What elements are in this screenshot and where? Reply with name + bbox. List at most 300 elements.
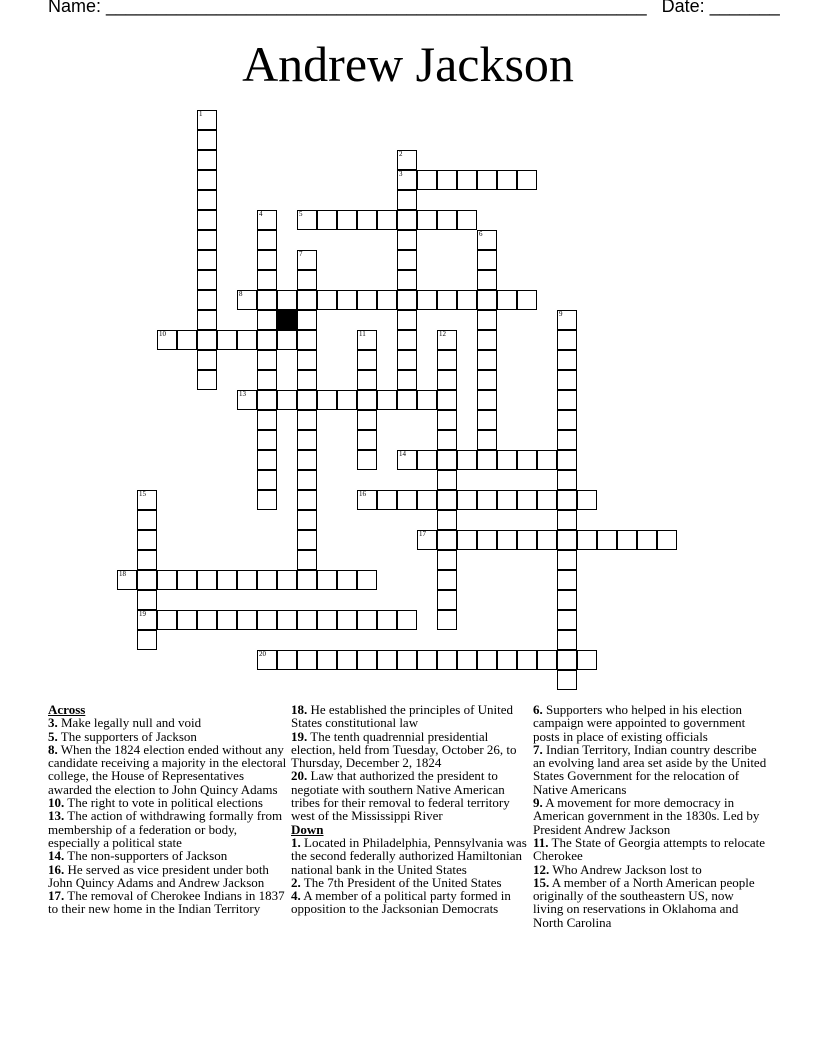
clue-number-label: 13. xyxy=(48,808,65,824)
grid-cell[interactable] xyxy=(297,270,317,290)
grid-cell[interactable] xyxy=(137,510,157,530)
clue-number-label: 8. xyxy=(48,741,58,757)
grid-cell[interactable] xyxy=(577,530,597,550)
grid-cell[interactable] xyxy=(397,490,417,510)
grid-cell[interactable] xyxy=(477,330,497,350)
grid-cell[interactable] xyxy=(437,290,457,310)
grid-cell[interactable] xyxy=(257,430,277,450)
grid-cell[interactable] xyxy=(277,610,297,630)
grid-cell[interactable] xyxy=(297,610,317,630)
grid-cell[interactable] xyxy=(437,650,457,670)
grid-cell[interactable] xyxy=(397,250,417,270)
grid-cell[interactable] xyxy=(557,490,577,510)
grid-cell[interactable] xyxy=(557,550,577,570)
clue-text: The non-supporters of Jackson xyxy=(64,848,228,864)
grid-cell[interactable] xyxy=(337,290,357,310)
grid-cell[interactable] xyxy=(557,630,577,650)
grid-cell[interactable] xyxy=(257,470,277,490)
grid-cell[interactable] xyxy=(257,570,277,590)
grid-cell[interactable] xyxy=(517,290,537,310)
grid-cell[interactable] xyxy=(297,370,317,390)
grid-cell[interactable] xyxy=(297,510,317,530)
clue-number: 6 xyxy=(479,230,483,238)
grid-cell[interactable] xyxy=(357,430,377,450)
grid-cell[interactable] xyxy=(497,170,517,190)
clue-number: 15 xyxy=(139,490,146,498)
grid-cell[interactable] xyxy=(517,450,537,470)
grid-cell[interactable] xyxy=(497,290,517,310)
grid-cell[interactable] xyxy=(217,570,237,590)
name-field[interactable]: ______________________________________________________ xyxy=(106,0,647,16)
clue-number: 2 xyxy=(399,150,403,158)
grid-cell[interactable] xyxy=(297,330,317,350)
grid-cell[interactable] xyxy=(437,570,457,590)
clue-column-3 xyxy=(533,703,767,929)
grid-cell[interactable] xyxy=(117,570,137,590)
clue-number-label: 5. xyxy=(48,728,58,744)
clue-text: He served as vice president under both John Quincy Adams and Andrew Jackson xyxy=(48,861,269,890)
clue-number-label: 4. xyxy=(291,888,301,904)
grid-cell[interactable] xyxy=(557,330,577,350)
grid-cell[interactable] xyxy=(437,430,457,450)
grid-cell[interactable] xyxy=(437,330,457,350)
grid-cell[interactable] xyxy=(557,590,577,610)
grid-cell[interactable] xyxy=(477,450,497,470)
grid-cell[interactable] xyxy=(477,350,497,370)
clue-text: A movement for more democracy in American government in the 1830s. Led by President Andrew Jackson xyxy=(533,795,760,837)
clue-number-label: 11. xyxy=(533,834,549,850)
grid-cell[interactable] xyxy=(477,530,497,550)
grid-cell[interactable] xyxy=(197,310,217,330)
grid-cell[interactable] xyxy=(437,470,457,490)
grid-cell[interactable] xyxy=(397,270,417,290)
grid-cell[interactable] xyxy=(437,170,457,190)
grid-cell[interactable] xyxy=(437,410,457,430)
grid-cell[interactable] xyxy=(357,490,377,510)
grid-cell[interactable] xyxy=(357,650,377,670)
grid-cell[interactable] xyxy=(557,390,577,410)
clue-number-label: 1. xyxy=(291,834,301,850)
grid-cell[interactable] xyxy=(417,170,437,190)
date-field[interactable]: _______ xyxy=(709,0,780,16)
clue-number-label: 16. xyxy=(48,861,65,877)
grid-cell[interactable] xyxy=(397,350,417,370)
clue-text: The State of Georgia attempts to relocate Cherokee xyxy=(533,834,766,864)
grid-cell[interactable] xyxy=(337,210,357,230)
grid-cell[interactable] xyxy=(437,550,457,570)
across-clue xyxy=(48,796,288,809)
grid-cell[interactable] xyxy=(197,250,217,270)
grid-cell[interactable] xyxy=(197,350,217,370)
grid-cell[interactable] xyxy=(377,390,397,410)
grid-cell[interactable] xyxy=(317,290,337,310)
grid-cell[interactable] xyxy=(197,330,217,350)
grid-cell[interactable] xyxy=(137,550,157,570)
grid-cell[interactable] xyxy=(377,610,397,630)
grid-cell[interactable] xyxy=(457,210,477,230)
clue-number: 11 xyxy=(359,330,366,338)
clue-text: Law that authorized the president to negotiate with southern Native American tribes for their removal to federal territory west of the Mississippi River xyxy=(291,768,510,824)
clue-text: The action of withdrawing formally from membership of a federation or body, especially a political state xyxy=(48,808,283,850)
grid-cell[interactable] xyxy=(457,650,477,670)
grid-cell[interactable] xyxy=(197,150,217,170)
grid-cell[interactable] xyxy=(257,250,277,270)
across-clue xyxy=(48,849,288,862)
grid-cell[interactable] xyxy=(377,210,397,230)
grid-cell[interactable] xyxy=(317,210,337,230)
clue-number: 10 xyxy=(159,330,166,338)
clue-number: 9 xyxy=(559,310,563,318)
grid-cell[interactable] xyxy=(517,530,537,550)
grid-cell[interactable] xyxy=(417,450,437,470)
grid-cell[interactable] xyxy=(437,390,457,410)
grid-cell[interactable] xyxy=(437,510,457,530)
grid-cell[interactable] xyxy=(557,610,577,630)
grid-cell[interactable] xyxy=(257,490,277,510)
grid-cell[interactable] xyxy=(237,570,257,590)
grid-cell[interactable] xyxy=(557,410,577,430)
grid-cell[interactable] xyxy=(397,650,417,670)
down-heading: Down xyxy=(291,821,324,837)
grid-cell[interactable] xyxy=(497,490,517,510)
clue-text: When the 1824 election ended without any candidate receiving a majority in the electoral college, the House of Representatives awarded the election to John Quincy Adams xyxy=(48,741,287,797)
grid-cell[interactable] xyxy=(417,490,437,510)
grid-cell[interactable] xyxy=(237,330,257,350)
grid-cell[interactable] xyxy=(417,650,437,670)
grid-cell[interactable] xyxy=(657,530,677,550)
grid-cell[interactable] xyxy=(457,450,477,470)
clue-number: 1 xyxy=(199,110,203,118)
grid-cell[interactable] xyxy=(637,530,657,550)
down-clue xyxy=(533,743,767,796)
clue-column-2 xyxy=(291,703,531,916)
grid-cell[interactable] xyxy=(277,390,297,410)
grid-cell[interactable] xyxy=(257,330,277,350)
grid-cell[interactable] xyxy=(437,370,457,390)
grid-cell[interactable] xyxy=(297,250,317,270)
clue-number: 14 xyxy=(399,450,406,458)
clue-text: The supporters of Jackson xyxy=(57,728,197,744)
date-label: Date: xyxy=(661,0,705,16)
grid-cell[interactable] xyxy=(537,530,557,550)
grid-cell[interactable] xyxy=(297,430,317,450)
grid-cell[interactable] xyxy=(257,270,277,290)
clue-column-1 xyxy=(48,703,288,916)
grid-cell[interactable] xyxy=(257,290,277,310)
grid-cell[interactable] xyxy=(177,570,197,590)
grid-cell[interactable] xyxy=(617,530,637,550)
grid-cell[interactable] xyxy=(237,290,257,310)
grid-cell[interactable] xyxy=(397,210,417,230)
grid-cell[interactable] xyxy=(437,210,457,230)
grid-cell[interactable] xyxy=(197,270,217,290)
clue-number-label: 2. xyxy=(291,874,301,890)
grid-cell[interactable] xyxy=(477,490,497,510)
grid-cell[interactable] xyxy=(397,370,417,390)
grid-cell[interactable] xyxy=(197,570,217,590)
grid-cell[interactable] xyxy=(197,290,217,310)
grid-cell[interactable] xyxy=(457,170,477,190)
grid-cell[interactable] xyxy=(477,430,497,450)
grid-cell[interactable] xyxy=(557,530,577,550)
grid-cell[interactable] xyxy=(577,490,597,510)
grid-cell[interactable] xyxy=(297,310,317,330)
grid-cell[interactable] xyxy=(457,490,477,510)
grid-cell[interactable] xyxy=(357,330,377,350)
grid-cell[interactable] xyxy=(277,290,297,310)
clue-number: 13 xyxy=(239,390,246,398)
grid-cell[interactable] xyxy=(397,310,417,330)
clue-text: Make legally null and void xyxy=(57,715,202,731)
grid-cell[interactable] xyxy=(337,650,357,670)
grid-cell[interactable] xyxy=(497,450,517,470)
clue-number-label: 6. xyxy=(533,702,543,717)
grid-cell[interactable] xyxy=(277,650,297,670)
down-clue xyxy=(533,703,767,743)
clue-number-label: 20. xyxy=(291,768,308,784)
grid-cell[interactable] xyxy=(257,350,277,370)
grid-cell[interactable] xyxy=(517,170,537,190)
grid-cell[interactable] xyxy=(297,210,317,230)
grid-cell[interactable] xyxy=(557,510,577,530)
grid-cell[interactable] xyxy=(397,610,417,630)
grid-cell[interactable] xyxy=(297,410,317,430)
grid-cell[interactable] xyxy=(297,290,317,310)
grid-cell[interactable] xyxy=(137,590,157,610)
grid-cell[interactable] xyxy=(477,290,497,310)
down-clue xyxy=(533,863,767,876)
grid-cell[interactable] xyxy=(557,450,577,470)
grid-cell[interactable] xyxy=(417,390,437,410)
grid-cell[interactable] xyxy=(437,490,457,510)
grid-cell[interactable] xyxy=(177,330,197,350)
grid-cell[interactable] xyxy=(357,410,377,430)
grid-cell[interactable] xyxy=(197,130,217,150)
grid-cell[interactable] xyxy=(357,610,377,630)
grid-cell[interactable] xyxy=(137,490,157,510)
grid-cell[interactable] xyxy=(257,410,277,430)
grid-cell[interactable] xyxy=(197,230,217,250)
grid-cell[interactable] xyxy=(137,570,157,590)
grid-cell[interactable] xyxy=(317,610,337,630)
grid-cell[interactable] xyxy=(357,450,377,470)
clue-number-label: 12. xyxy=(533,861,550,877)
grid-cell[interactable] xyxy=(197,370,217,390)
grid-cell[interactable] xyxy=(537,490,557,510)
grid-cell[interactable] xyxy=(357,390,377,410)
grid-cell[interactable] xyxy=(317,570,337,590)
grid-cell[interactable] xyxy=(137,610,157,630)
clue-text: Supporters who helped in his election campaign were appointed to government posts in place of existing officials xyxy=(533,702,746,744)
grid-cell[interactable] xyxy=(477,250,497,270)
down-clue xyxy=(291,876,531,889)
grid-cell[interactable] xyxy=(457,530,477,550)
grid-cell[interactable] xyxy=(477,410,497,430)
clue-number-label: 17. xyxy=(48,888,65,904)
grid-cell[interactable] xyxy=(377,650,397,670)
grid-cell[interactable] xyxy=(297,490,317,510)
grid-cell[interactable] xyxy=(357,290,377,310)
grid-cell[interactable] xyxy=(557,350,577,370)
grid-cell[interactable] xyxy=(557,470,577,490)
grid-cell[interactable] xyxy=(317,650,337,670)
grid-cell[interactable] xyxy=(557,650,577,670)
grid-cell[interactable] xyxy=(397,450,417,470)
grid-cell[interactable] xyxy=(437,530,457,550)
clue-number-label: 14. xyxy=(48,848,65,864)
across-clue xyxy=(291,730,531,770)
name-label: Name: xyxy=(48,0,102,16)
grid-cell[interactable] xyxy=(197,110,217,130)
grid-cell[interactable] xyxy=(477,370,497,390)
grid-cell[interactable] xyxy=(337,570,357,590)
grid-cell[interactable] xyxy=(257,390,277,410)
grid-cell[interactable] xyxy=(357,570,377,590)
clue-text: The tenth quadrennial presidential election, held from Tuesday, October 26, to Thursday, December 2, 1824 xyxy=(291,728,517,771)
grid-cell[interactable] xyxy=(257,210,277,230)
grid-cell[interactable] xyxy=(397,170,417,190)
clue-text: Indian Territory, Indian country describe an evolving land area set aside by the United States Government for the relocation of Native Americans xyxy=(533,741,767,797)
clue-text: A member of a North American people originally of the southeastern US, now living on reservations in Oklahoma and North Carolina xyxy=(533,874,755,930)
grid-cell[interactable] xyxy=(277,570,297,590)
grid-cell[interactable] xyxy=(477,310,497,330)
grid-cell[interactable] xyxy=(257,650,277,670)
across-clue xyxy=(291,703,531,730)
down-clue xyxy=(533,796,767,836)
clue-number-label: 7. xyxy=(533,741,543,757)
grid-cell[interactable] xyxy=(417,290,437,310)
across-clue xyxy=(48,889,288,916)
grid-cell[interactable] xyxy=(197,610,217,630)
grid-cell[interactable] xyxy=(337,390,357,410)
grid-cell[interactable] xyxy=(257,610,277,630)
grid-cell[interactable] xyxy=(557,370,577,390)
grid-cell[interactable] xyxy=(537,450,557,470)
grid-cell[interactable] xyxy=(357,370,377,390)
grid-cell[interactable] xyxy=(297,350,317,370)
grid-cell[interactable] xyxy=(277,330,297,350)
clue-number-label: 19. xyxy=(291,728,308,744)
grid-cell[interactable] xyxy=(397,290,417,310)
clue-number-label: 18. xyxy=(291,702,308,717)
grid-cell[interactable] xyxy=(457,290,477,310)
grid-cell[interactable] xyxy=(157,570,177,590)
grid-cell[interactable] xyxy=(377,290,397,310)
grid-cell[interactable] xyxy=(557,670,577,690)
grid-cell[interactable] xyxy=(157,610,177,630)
grid-cell[interactable] xyxy=(297,570,317,590)
grid-cell[interactable] xyxy=(157,330,177,350)
grid-cell[interactable] xyxy=(237,390,257,410)
grid-cell[interactable] xyxy=(417,210,437,230)
clue-text: The removal of Cherokee Indians in 1837 to their new home in the Indian Territory xyxy=(48,888,285,917)
grid-cell[interactable] xyxy=(237,610,257,630)
grid-cell[interactable] xyxy=(257,310,277,330)
grid-cell[interactable] xyxy=(357,350,377,370)
grid-cell[interactable] xyxy=(437,350,457,370)
grid-cell[interactable] xyxy=(137,530,157,550)
grid-cell[interactable] xyxy=(297,650,317,670)
grid-cell[interactable] xyxy=(257,230,277,250)
grid-cell[interactable] xyxy=(437,590,457,610)
grid-cell[interactable] xyxy=(297,390,317,410)
grid-cell[interactable] xyxy=(517,490,537,510)
grid-cell[interactable] xyxy=(417,530,437,550)
across-clue xyxy=(48,809,288,849)
grid-cell[interactable] xyxy=(537,650,557,670)
grid-cell[interactable] xyxy=(257,370,277,390)
grid-cell[interactable] xyxy=(437,610,457,630)
grid-cell[interactable] xyxy=(557,430,577,450)
grid-black-cell xyxy=(277,310,297,330)
grid-cell[interactable] xyxy=(197,190,217,210)
grid-cell[interactable] xyxy=(217,330,237,350)
grid-cell[interactable] xyxy=(557,570,577,590)
across-clue xyxy=(48,863,288,890)
grid-cell[interactable] xyxy=(297,470,317,490)
grid-cell[interactable] xyxy=(137,630,157,650)
across-clue xyxy=(48,716,288,729)
grid-cell[interactable] xyxy=(497,530,517,550)
grid-cell[interactable] xyxy=(177,610,197,630)
clue-number-label: 3. xyxy=(48,715,58,731)
grid-cell[interactable] xyxy=(197,170,217,190)
clue-number: 12 xyxy=(439,330,446,338)
grid-cell[interactable] xyxy=(297,550,317,570)
grid-cell[interactable] xyxy=(437,450,457,470)
clue-number: 8 xyxy=(239,290,243,298)
grid-cell[interactable] xyxy=(397,390,417,410)
down-clue xyxy=(291,836,531,876)
grid-cell[interactable] xyxy=(477,230,497,250)
grid-cell[interactable] xyxy=(297,530,317,550)
grid-cell[interactable] xyxy=(197,210,217,230)
grid-cell[interactable] xyxy=(397,230,417,250)
grid-cell[interactable] xyxy=(297,450,317,470)
grid-cell[interactable] xyxy=(477,650,497,670)
down-clue xyxy=(533,836,767,863)
clue-number: 17 xyxy=(419,530,426,538)
grid-cell[interactable] xyxy=(337,610,357,630)
grid-cell[interactable] xyxy=(397,330,417,350)
clue-text: A member of a political party formed in opposition to the Jacksonian Democrats xyxy=(291,888,511,917)
grid-cell[interactable] xyxy=(377,490,397,510)
grid-cell[interactable] xyxy=(317,390,337,410)
clue-number: 4 xyxy=(259,210,263,218)
grid-cell[interactable] xyxy=(597,530,617,550)
grid-cell[interactable] xyxy=(217,610,237,630)
grid-cell[interactable] xyxy=(517,650,537,670)
grid-cell[interactable] xyxy=(577,650,597,670)
grid-cell[interactable] xyxy=(497,650,517,670)
grid-cell[interactable] xyxy=(357,210,377,230)
grid-cell[interactable] xyxy=(477,170,497,190)
clue-number: 3 xyxy=(399,170,403,178)
clue-number-label: 9. xyxy=(533,795,543,811)
clue-number: 20 xyxy=(259,650,266,658)
clue-number-label: 15. xyxy=(533,874,550,890)
grid-cell[interactable] xyxy=(257,450,277,470)
grid-cell[interactable] xyxy=(397,150,417,170)
across-heading: Across xyxy=(48,702,86,717)
clue-text: He established the principles of United States constitutional law xyxy=(291,702,514,731)
grid-cell[interactable] xyxy=(397,190,417,210)
grid-cell[interactable] xyxy=(477,270,497,290)
grid-cell[interactable] xyxy=(557,310,577,330)
across-clue xyxy=(48,730,288,743)
clue-text: Who Andrew Jackson lost to xyxy=(549,861,702,877)
grid-cell[interactable] xyxy=(477,390,497,410)
